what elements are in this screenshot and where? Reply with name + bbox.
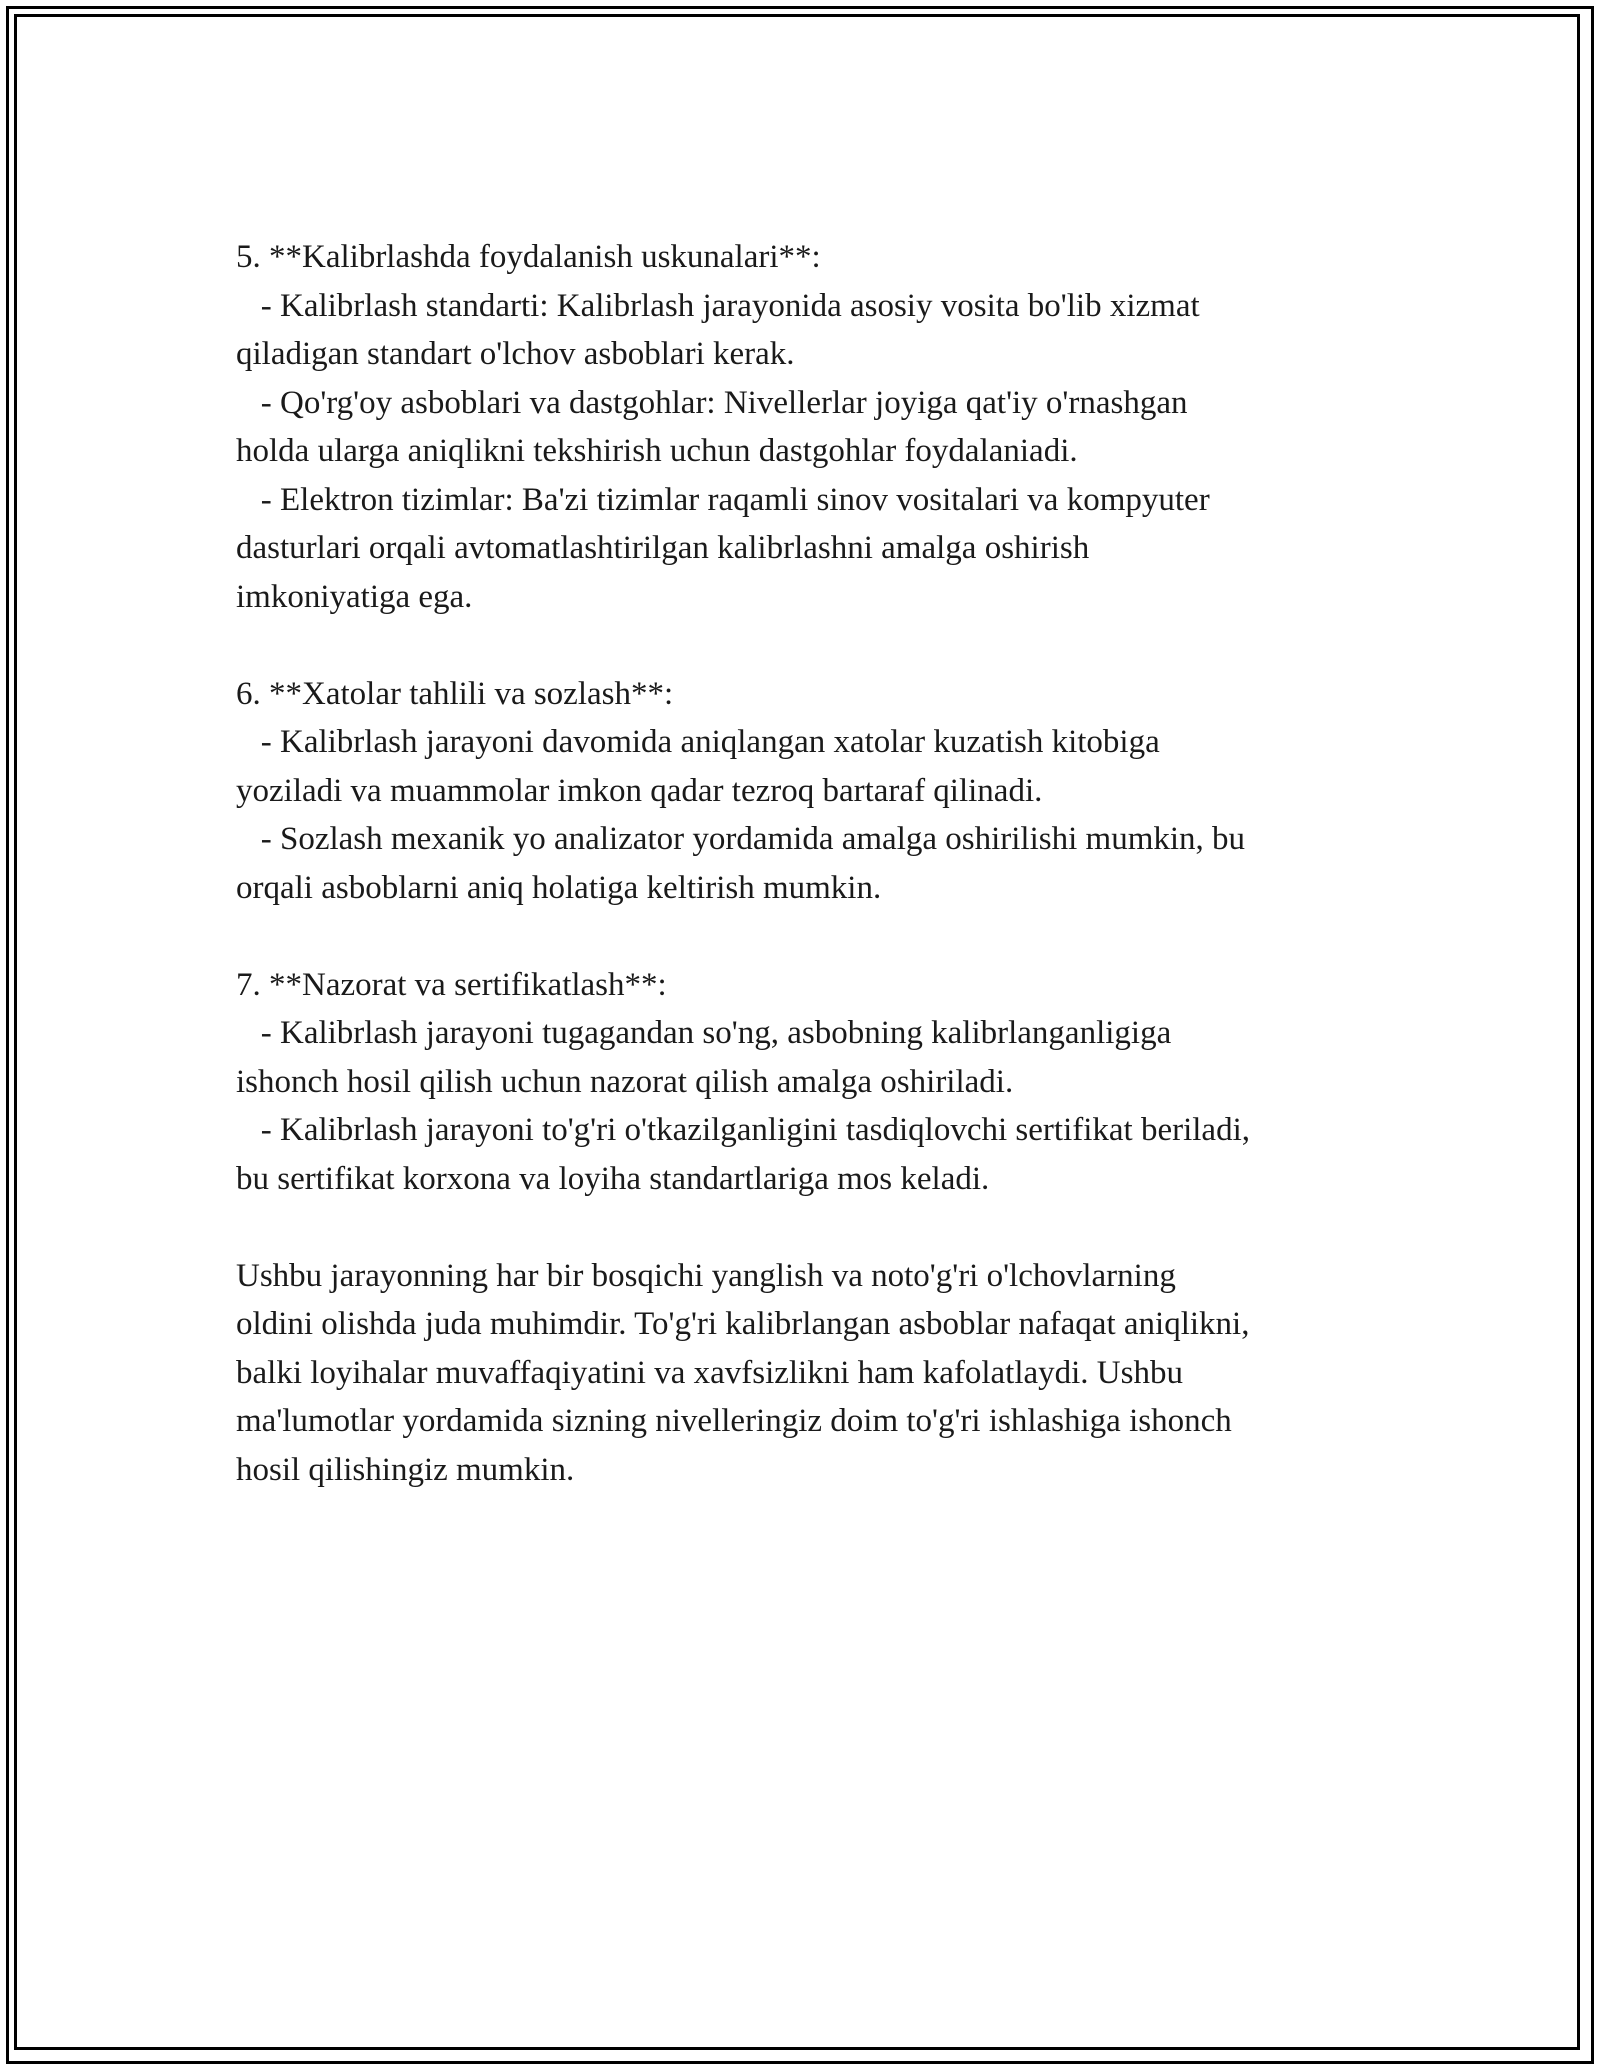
text-line: hosil qilishingiz mumkin.: [236, 1451, 575, 1488]
section-equipment: [236, 233, 1396, 621]
section-errors: [236, 670, 1396, 913]
paragraph-gap: [236, 621, 1396, 670]
text-line: ma'lumotlar yordamida sizning nivelleringiz doim to'g'ri ishlashiga ishonch: [236, 1403, 1232, 1439]
text-line: bu sertifikat korxona va loyiha standartlariga mos keladi.: [236, 1160, 990, 1197]
section-heading: 5. **Kalibrlashda foydalanish uskunalari**:: [236, 239, 821, 275]
text-line: Ushbu jarayonning har bir bosqichi yanglish va noto'g'ri o'lchovlarning: [236, 1257, 1176, 1294]
paragraph-gap: [236, 1203, 1396, 1252]
text-line: holda ularga aniqlikni tekshirish uchun dastgohlar foydalaniadi.: [236, 433, 1078, 469]
section-heading: 7. **Nazorat va sertifikatlash**:: [236, 966, 667, 1003]
document-body: [236, 233, 1396, 1494]
text-line: - Qo'rg'oy asboblari va dastgohlar: Nivellerlar joyiga qat'iy o'rnashgan: [236, 384, 1188, 421]
section-certification: [236, 961, 1396, 1204]
text-line: orqali asboblarni aniq holatiga keltirish mumkin.: [236, 869, 882, 906]
text-line: - Kalibrlash jarayoni tugagandan so'ng, asbobning kalibrlanganligiga: [236, 1015, 1172, 1051]
text-line: imkoniyatiga ega.: [236, 578, 473, 615]
text-line: - Kalibrlash jarayoni davomida aniqlangan xatolar kuzatish kitobiga: [236, 724, 1160, 760]
text-line: dasturlari orqali avtomatlashtirilgan kalibrlashni amalga oshirish: [236, 530, 1090, 566]
text-line: qiladigan standart o'lchov asboblari kerak.: [236, 336, 795, 372]
section-heading: 6. **Xatolar tahlili va sozlash**:: [236, 675, 674, 712]
text-line: - Kalibrlash standarti: Kalibrlash jarayonida asosiy vosita bo'lib xizmat: [236, 287, 1200, 324]
text-line: oldini olishda juda muhimdir. To'g'ri kalibrlangan asboblar nafaqat aniqlikni,: [236, 1306, 1250, 1342]
text-line: - Kalibrlash jarayoni to'g'ri o'tkazilganligini tasdiqlovchi sertifikat beriladi,: [236, 1112, 1250, 1148]
paragraph-gap: [236, 912, 1396, 961]
conclusion-paragraph: [236, 1252, 1396, 1495]
text-line: yoziladi va muammolar imkon qadar tezroq bartaraf qilinadi.: [236, 772, 1043, 809]
text-line: - Elektron tizimlar: Ba'zi tizimlar raqamli sinov vositalari va kompyuter: [236, 481, 1210, 518]
text-line: balki loyihalar muvaffaqiyatini va xavfsizlikni ham kafolatlaydi. Ushbu: [236, 1354, 1183, 1391]
text-line: - Sozlash mexanik yo analizator yordamida amalga oshirilishi mumkin, bu: [236, 821, 1246, 857]
text-line: ishonch hosil qilish uchun nazorat qilish amalga oshiriladi.: [236, 1063, 1014, 1100]
